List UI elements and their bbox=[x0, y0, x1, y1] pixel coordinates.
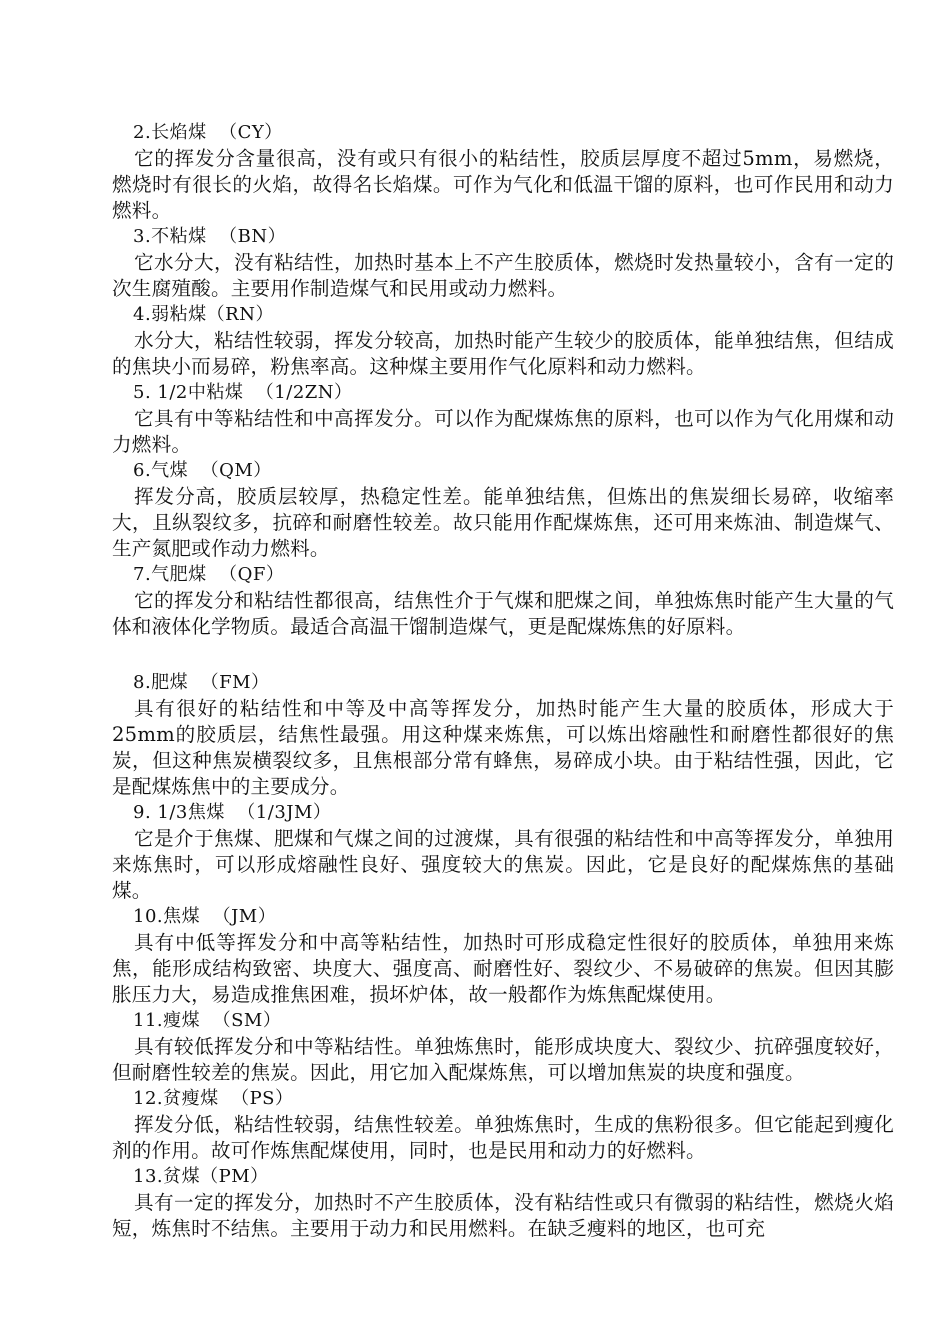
section-text-pm: 具有一定的挥发分，加热时不产生胶质体，没有粘结性或只有微弱的粘结性，燃烧火焰短，炼焦时不结焦。主要用于动力和民用燃料。在缺乏瘦料的地区，也可充 bbox=[112, 1191, 894, 1240]
section-heading-qf: 7.气肥煤 （QF） bbox=[133, 564, 285, 585]
section-heading-rn: 4.弱粘煤（RN） bbox=[133, 304, 274, 325]
section-text-jm: 具有中低等挥发分和中高等粘结性，加热时可形成稳定性很好的胶质体，单独用来炼焦，能形成结构致密、块度大、强度高、耐磨性好、裂纹少、不易破碎的焦炭。但因其膨胀压力大，易造成推焦困难，损坏炉体，故一般都作为炼焦配煤使用。 bbox=[112, 931, 894, 1006]
section-text-sm: 具有较低挥发分和中等粘结性。单独炼焦时，能形成块度大、裂纹少、抗碎强度较好，但耐磨性较差的焦炭。因此，用它加入配煤炼焦，可以增加焦炭的块度和强度。 bbox=[112, 1035, 894, 1084]
section-heading-ps: 12.贫瘦煤 （PS） bbox=[133, 1088, 294, 1109]
section-heading-jm13: 9. 1/3焦煤 （1/3JM） bbox=[133, 802, 332, 823]
section-text-cy: 它的挥发分含量很高，没有或只有很小的粘结性，胶质层厚度不超过5mm，易燃烧，燃烧时有很长的火焰，故得名长焰煤。可作为气化和低温干馏的原料，也可作民用和动力燃料。 bbox=[112, 147, 894, 222]
paragraph-gap bbox=[112, 640, 894, 670]
section-text-zn: 它具有中等粘结性和中高挥发分。可以作为配煤炼焦的原料，也可以作为气化用煤和动力燃料。 bbox=[112, 407, 894, 456]
section-heading-fm: 8.肥煤 （FM） bbox=[133, 672, 270, 693]
section-text-rn: 水分大，粘结性较弱，挥发分较高，加热时能产生较少的胶质体，能单独结焦，但结成的焦块小而易碎，粉焦率高。这种煤主要用作气化原料和动力燃料。 bbox=[112, 329, 894, 378]
section-heading-pm: 13.贫煤（PM） bbox=[133, 1166, 269, 1187]
section-heading-zn: 5. 1/2中粘煤 （1/2ZN） bbox=[133, 382, 353, 403]
section-text-qf: 它的挥发分和粘结性都很高，结焦性介于气煤和肥煤之间，单独炼焦时能产生大量的气体和液体化学物质。最适合高温干馏制造煤气，更是配煤炼焦的好原料。 bbox=[112, 589, 894, 638]
section-heading-cy: 2.长焰煤 （CY） bbox=[133, 122, 283, 143]
section-text-qm: 挥发分高，胶质层较厚，热稳定性差。能单独结焦，但炼出的焦炭细长易碎，收缩率大，且纵裂纹多，抗碎和耐磨性较差。故只能用作配煤炼焦，还可用来炼油、制造煤气、生产氮肥或作动力燃料。 bbox=[112, 485, 894, 560]
section-text-fm: 具有很好的粘结性和中等及中高等挥发分，加热时能产生大量的胶质体，形成大于25mm的胶质层，结焦性最强。用这种煤来炼焦，可以炼出熔融性和耐磨性都很好的焦炭，但这种焦炭横裂纹多，且焦根部分常有蜂焦，易碎成小块。由于粘结性强，因此，它是配煤炼焦中的主要成分。 bbox=[112, 697, 894, 798]
section-heading-jm: 10.焦煤 （JM） bbox=[133, 906, 277, 927]
section-text-bn: 它水分大，没有粘结性，加热时基本上不产生胶质体，燃烧时发热量较小，含有一定的次生腐殖酸。主要用作制造煤气和民用或动力燃料。 bbox=[112, 251, 894, 300]
section-heading-sm: 11.瘦煤 （SM） bbox=[133, 1010, 282, 1031]
document-page bbox=[112, 120, 894, 1242]
section-heading-bn: 3.不粘煤 （BN） bbox=[133, 226, 287, 247]
section-heading-qm: 6.气煤 （QM） bbox=[133, 460, 272, 481]
section-text-jm13: 它是介于焦煤、肥煤和气煤之间的过渡煤，具有很强的粘结性和中高等挥发分，单独用来炼焦时，可以形成熔融性良好、强度较大的焦炭。因此，它是良好的配煤炼焦的基础煤。 bbox=[112, 827, 894, 902]
section-text-ps: 挥发分低，粘结性较弱，结焦性较差。单独炼焦时，生成的焦粉很多。但它能起到瘦化剂的作用。故可作炼焦配煤使用，同时，也是民用和动力的好燃料。 bbox=[112, 1113, 894, 1162]
